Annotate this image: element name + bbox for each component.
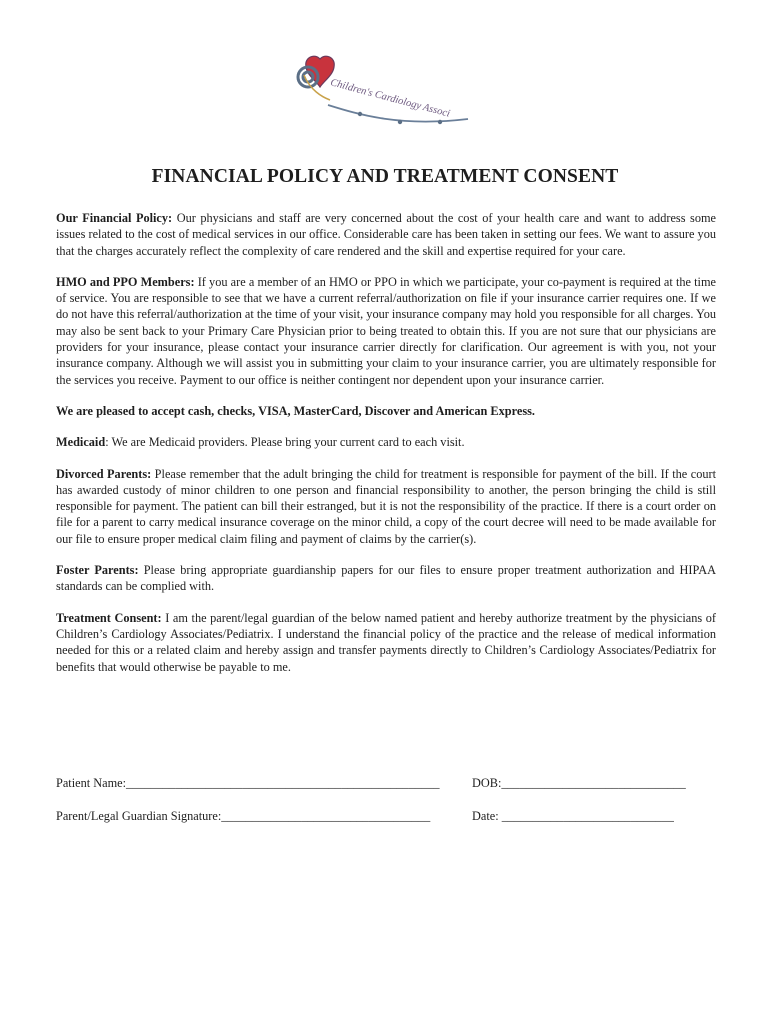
treatment-consent-paragraph xyxy=(56,610,716,675)
financial-policy-text: Our physicians and staff are very concerned about the cost of your health care and want to address some issues related to the cost of medical services in our office. Considerable care has been taken in setting our fees. We want to assure you that the charges accurately reflect the complexity of care rendered and the skill and expertise required for your care. xyxy=(56,211,716,258)
medicaid-heading: Medicaid xyxy=(56,435,106,450)
treatment-consent-text: I am the parent/legal guardian of the below named patient and hereby authorize treatment by the physicians of Children’s Cardiology Associates/Pediatrix. I understand the financial policy of the practice and the release of medical information needed for this or a related claim and hereby assign and transfer payments directly to Children’s Cardiology Associates/Pediatrix for benefits that would otherwise be payable to me. xyxy=(56,610,716,674)
foster-parents-text: Please bring appropriate guardianship papers for our files to ensure proper treatment authorization and HIPAA standards can be complied with. xyxy=(56,563,716,594)
logo-graphic xyxy=(290,55,470,130)
hmo-ppo-paragraph xyxy=(56,274,716,388)
financial-policy-heading: Our Financial Policy: xyxy=(56,211,173,225)
payments-paragraph xyxy=(56,403,716,419)
payments-text: We are pleased to accept cash, checks, VISA, MasterCard, Discover and American Express. xyxy=(56,403,535,418)
foster-parents-heading: Foster Parents: xyxy=(56,563,139,578)
policy-body xyxy=(56,210,716,690)
financial-policy-paragraph xyxy=(56,210,716,259)
divorced-parents-paragraph xyxy=(56,466,716,547)
hmo-ppo-heading: HMO and PPO Members: xyxy=(56,274,195,289)
svg-text:Children's Cardiology Associat: Children's Cardiology Associ xyxy=(329,77,452,120)
foster-parents-paragraph xyxy=(56,562,716,595)
practice-logo xyxy=(290,55,470,130)
dob-field[interactable]: DOB:______________________________ xyxy=(472,776,686,790)
medicaid-paragraph xyxy=(56,434,716,450)
treatment-consent-heading: Treatment Consent: xyxy=(56,610,162,625)
divorced-parents-text: Please remember that the adult bringing the child for treatment is responsible for payment of the bill. If the court has awarded custody of minor children to one person and financial responsibility to another, the person bringing the child is still responsible for payment. The patient can bill their estranged, but it is not the responsibility of the practice. If there is a court order on file for a parent to carry medical insurance coverage on the minor child, a copy of the court decree will need to be made available for our file to ensure proper medical claim filing and payment of claims by the carrier(s). xyxy=(56,466,716,546)
medicaid-text: : We are Medicaid providers. Please bring your current card to each visit. xyxy=(105,435,465,450)
patient-name-field[interactable]: Patient Name:___________________________________________________ xyxy=(56,776,440,790)
page-title: FINANCIAL POLICY AND TREATMENT CONSENT xyxy=(151,166,619,187)
guardian-signature-field[interactable]: Parent/Legal Guardian Signature:__________________________________ xyxy=(56,809,431,823)
date-field[interactable]: Date: ____________________________ xyxy=(472,809,674,823)
hmo-ppo-text: If you are a member of an HMO or PPO in which we participate, your co-payment is required at the time of service. You are responsible to see that we have a current referral/authorization on file if your insurance carrier requires one. If we do not have this referral/authorization at the time of your visit, your insurance company may hold you responsible for all charges. You may also be sent back to your Primary Care Physician prior to being treated to obtain this. If you are not sure that our physicians are providers for your insurance, please contact your insurance carrier directly for clarification. Our agreement is with you, not your insurance company. Although we will assist you in submitting your claim to your insurance carrier, you are ultimately responsible for the services you receive. Payment to our office is neither contingent nor dependent upon your insurance carrier. xyxy=(56,274,716,387)
divorced-parents-heading: Divorced Parents: xyxy=(56,466,152,481)
